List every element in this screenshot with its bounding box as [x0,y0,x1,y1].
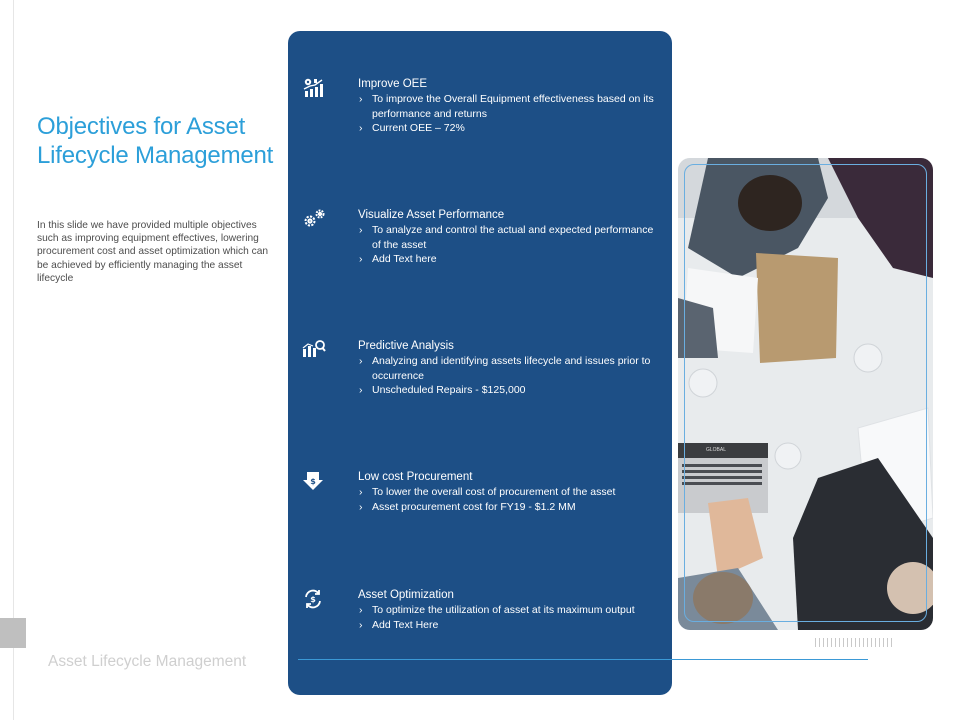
objective-bullet: › To improve the Overall Equipment effectiveness based on its performance and returns [358,92,658,121]
objectives-panel [288,31,672,695]
objective-text [358,339,658,398]
objective-bullet: › Analyzing and identifying assets lifecycle and issues prior to occurrence [358,354,658,383]
gear-chart-icon [302,77,324,99]
objective-bullet: › To lower the overall cost of procurement of the asset [358,485,658,500]
footer-label: Asset Lifecycle Management [48,653,247,670]
objective-bullets [358,603,658,632]
objective-bullets [358,354,658,398]
objective-bullet: › To optimize the utilization of asset at its maximum output [358,603,658,618]
decorative-ticks [815,638,895,647]
laptop-label: GLOBAL [705,447,727,453]
dollar-down-icon [302,470,324,492]
objective-text [358,470,658,514]
objective-bullet: › Asset procurement cost for FY19 - $1.2 MM [358,500,658,515]
objective-text [358,208,658,267]
objective-heading: Asset Optimization [358,589,454,601]
left-margin-line [13,0,14,720]
footer-divider [298,659,868,660]
gears-icon [302,208,324,230]
objective-heading: Visualize Asset Performance [358,209,505,221]
objective-heading: Low cost Procurement [358,471,473,483]
objective-bullet: › To analyze and control the actual and expected performance of the asset [358,223,658,252]
objective-text [358,77,658,136]
objective-bullet: › Current OEE – 72% [358,121,658,136]
slide-description: In this slide we have provided multiple objectives such as improving equipment effectives, lowering procurement cost and asset optimization which can be achieved by efficiently managing the asset lifecycle [37,220,269,284]
objective-bullet: › Unscheduled Repairs - $125,000 [358,383,658,398]
svg-text:$: $ [310,595,316,604]
slide-title: Objectives for Asset Lifecycle Management [37,113,274,169]
objective-bullets [358,223,658,267]
objective-bullet: › Add Text Here [358,618,658,633]
photo-frame [684,164,927,622]
objective-bullets [358,92,658,136]
objective-text [358,588,658,632]
magnifier-chart-icon [302,339,324,361]
corner-marker [0,618,26,648]
objective-bullet: › Add Text here [358,252,658,267]
objective-heading: Predictive Analysis [358,340,454,352]
svg-text:$: $ [310,477,316,486]
objective-heading: Improve OEE [358,78,428,90]
objective-bullets [358,485,658,514]
cycle-dollar-icon [302,588,324,610]
